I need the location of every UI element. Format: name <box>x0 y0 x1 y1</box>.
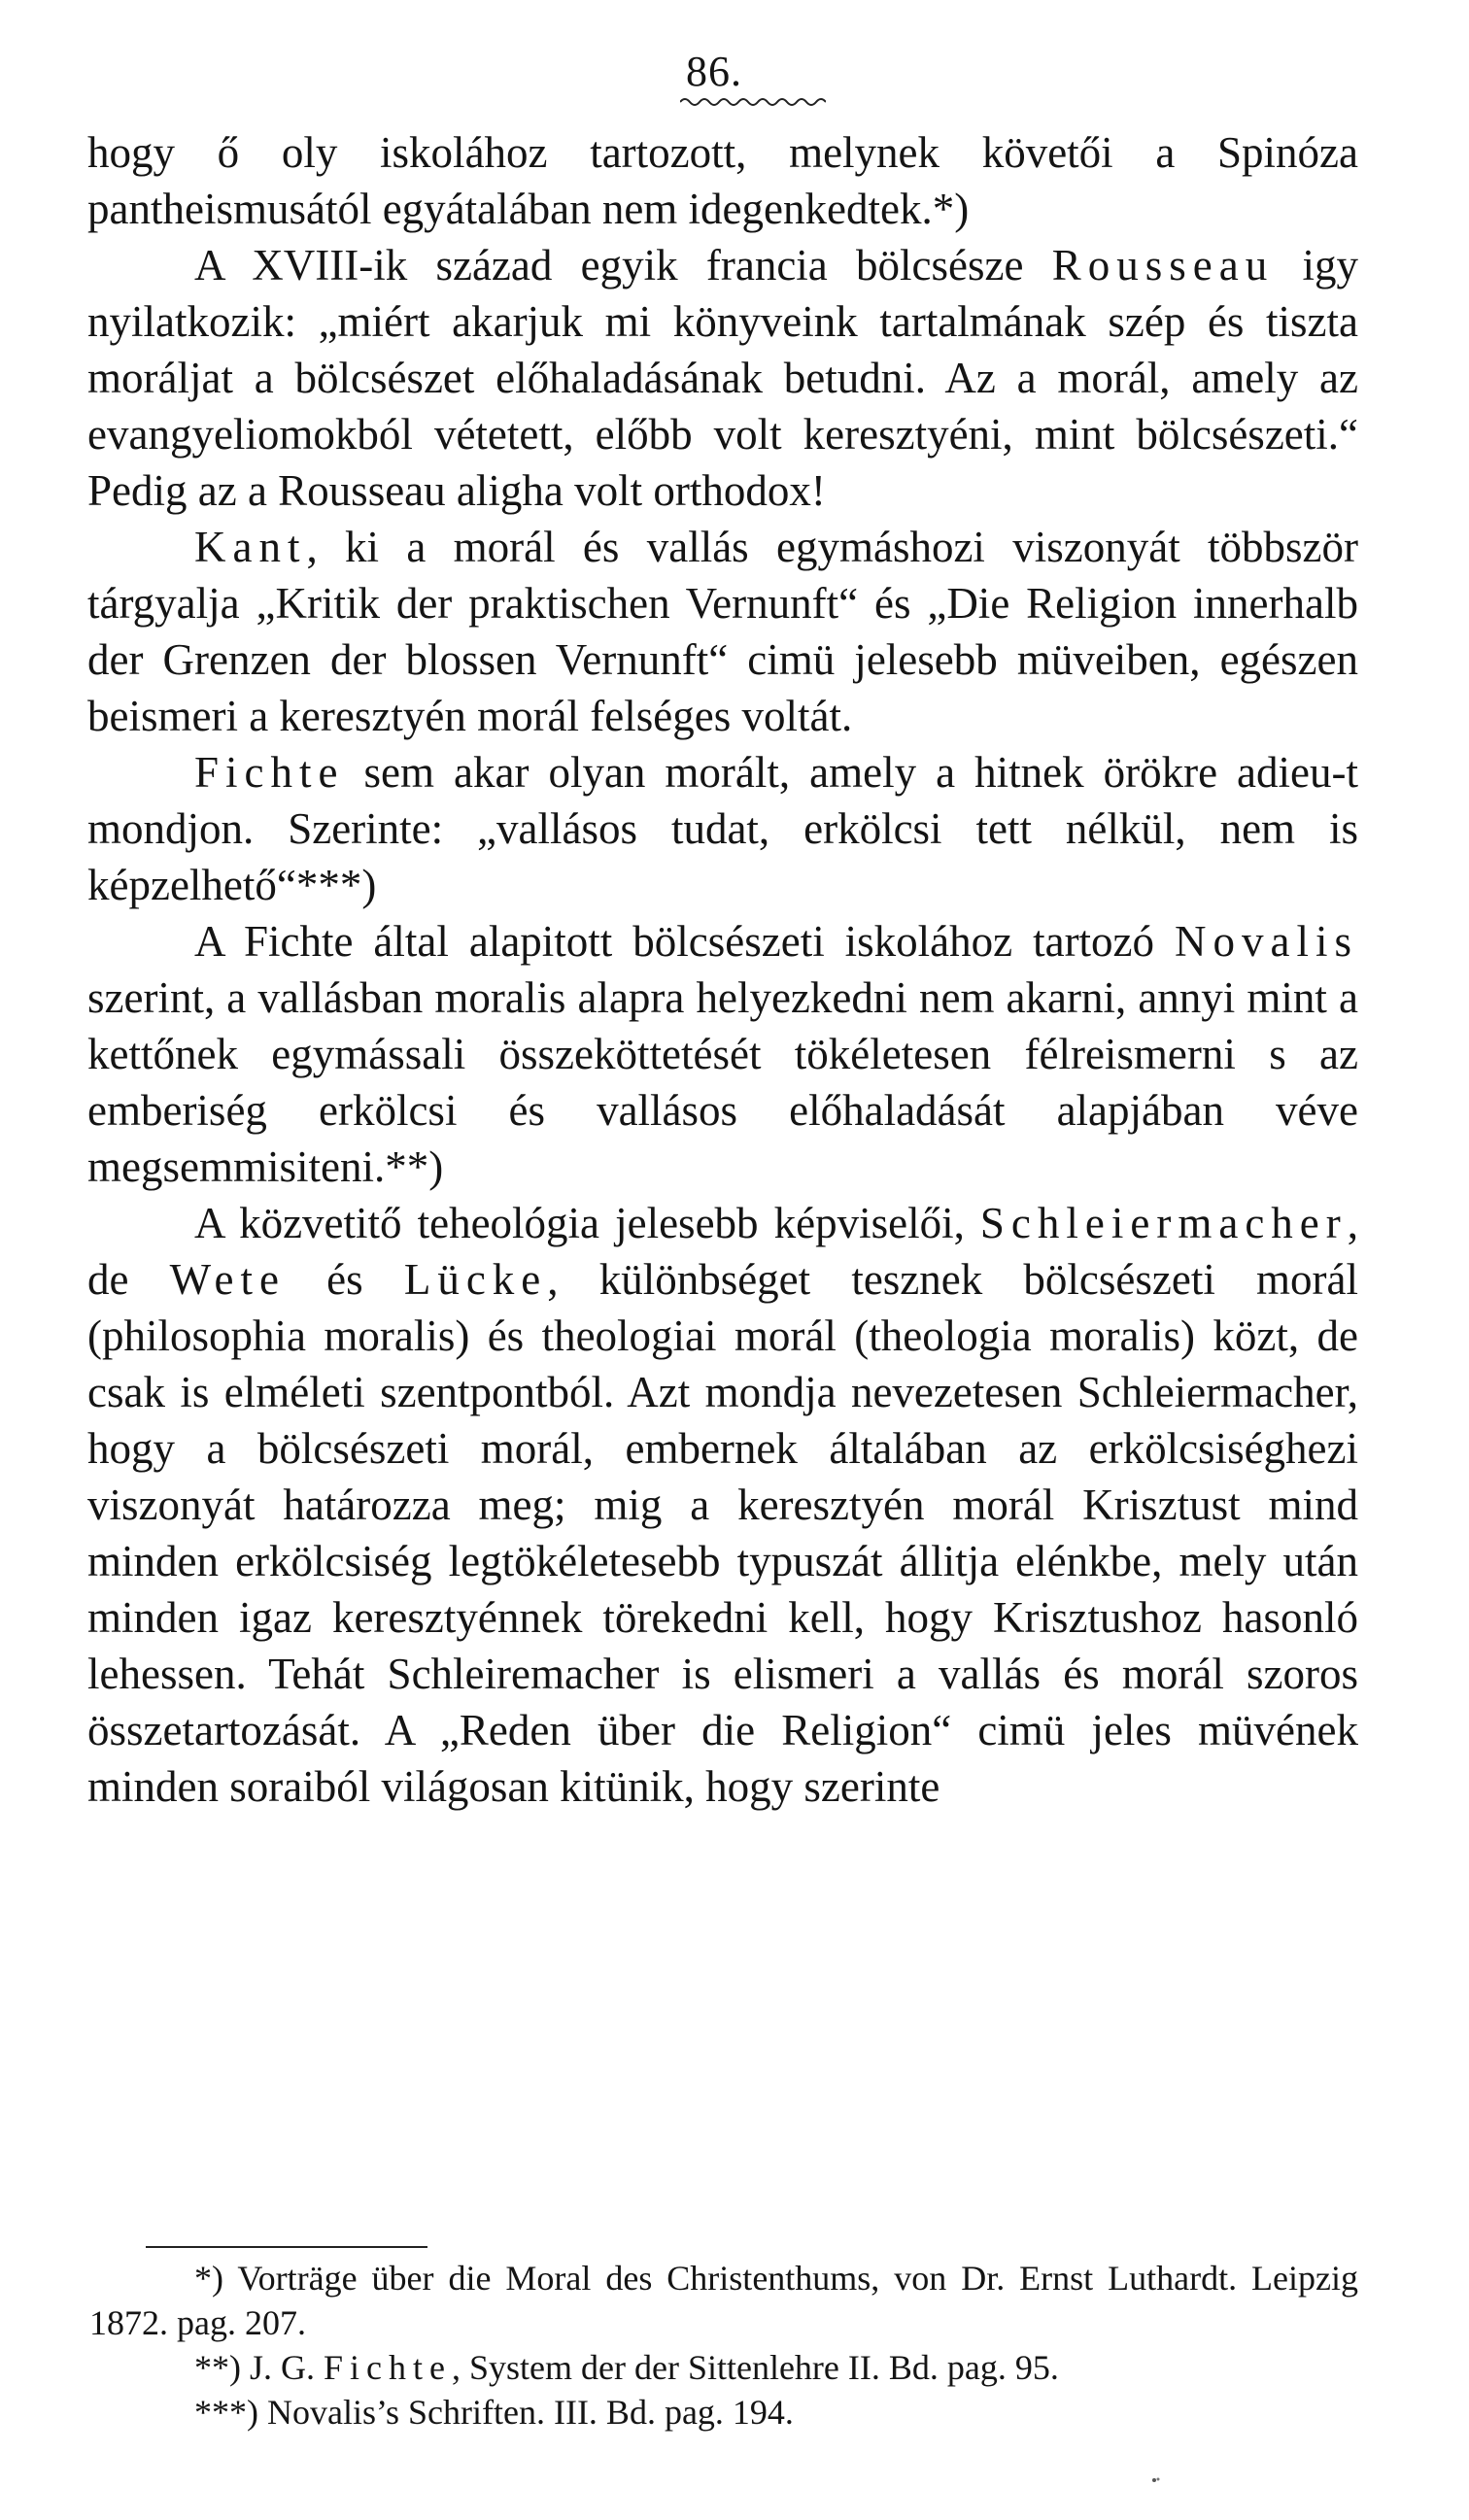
spaced-name-fichte: Fichte <box>324 2348 452 2387</box>
footnote-3 <box>89 2390 1358 2435</box>
paragraph-text: hogy ő oly iskolához tartozott, melynek követői a Spinóza pantheismusától egyátalában nem idegenkedtek.*) <box>87 128 1358 233</box>
footnote-text: , System der der Sittenlehre II. Bd. pag. 95. <box>452 2348 1059 2387</box>
paragraph-6 <box>87 1195 1358 1815</box>
paragraph-text: igy nyilatkozik: „miért akarjuk mi könyveink tartalmának szép és tiszta moráljat a bölcsészet előhaladásának betudni. Az a morál, amely az evangyeliomokból vétetett, előbb volt keresztyéni, mint bölcsészeti.“ Pedig az a Rousseau aligha volt orthodox! <box>87 241 1358 515</box>
paragraph-text: szerint, a vallásban moralis alapra helyezkedni nem akarni, annyi mint a kettőnek egymássali összeköttetését tökéletesen félreismerni s az emberiség erkölcsi és vallásos előhaladását alapjában véve megsemmisiteni.**) <box>87 973 1358 1191</box>
paragraph-3 <box>87 519 1358 744</box>
paragraph-text: A XVIII-ik század egyik francia bölcsésze <box>194 241 1052 289</box>
paragraph-text: és <box>285 1255 404 1304</box>
footnote-marker: ***) <box>194 2393 258 2432</box>
footnote-marker: **) <box>194 2348 241 2387</box>
spaced-name-schleiermacher: Schleiermacher <box>979 1199 1348 1247</box>
spaced-name-wete: Wete <box>169 1255 286 1304</box>
paragraph-4 <box>87 744 1358 913</box>
footnotes <box>89 2256 1358 2435</box>
footnote-text: Vorträge über die Moral des Christenthums, von Dr. Ernst Luthardt. Leipzig 1872. pag. 207. <box>89 2259 1358 2342</box>
spaced-name-fichte: Fichte <box>194 748 345 797</box>
spaced-name-novalis: Novalis <box>1175 917 1358 966</box>
footnote-marker: *) <box>194 2259 223 2298</box>
paragraph-5 <box>87 913 1358 1195</box>
footnote-1 <box>89 2256 1358 2345</box>
spaced-name-kant: Kant <box>194 523 307 571</box>
page-number: 86. <box>686 48 742 95</box>
footnote-text: J. G. <box>250 2348 325 2387</box>
print-speck-icon <box>1150 2475 1162 2485</box>
wavy-rule-icon <box>680 95 826 109</box>
paragraph-text: sem akar olyan morált, amely a hitnek örökre adieu-t mondjon. Szerinte: „vallásos tudat, erkölcsi tett nélkül, nem is képzelhető“***) <box>87 748 1358 909</box>
paragraph-text: , de <box>87 1199 1358 1304</box>
paragraph-text: , ki a morál és vallás egymáshozi viszonyát többször tárgyalja „Kritik der praktischen Vernunft“ és „Die Religion innerhalb der Grenzen der blossen Vernunft“ cimü jelesebb müveiben, egészen beismeri a keresztyén morál felséges voltát. <box>87 523 1358 740</box>
paragraph-text: , különbséget tesznek bölcsészeti morál (philosophia moralis) és theologiai morál (theologia moralis) közt, de csak is elméleti szentpontból. Azt mondja nevezetesen Schleiermacher, hogy a bölcsészeti morál, embernek általában az erkölcsiséghezi viszonyát határozza meg; mig a keresztyén morál Krisztust mind minden erkölcsiség legtökéletesebb typuszát állitja elénkbe, mely után minden igaz keresztyénnek törekedni kell, hogy Krisztushoz hasonló lehessen. Tehát Schleiremacher is elismeri a vallás és morál szoros összetartozását. A „Reden über die Religion“ cimü jeles müvének minden soraiból világosan kitünik, hogy szerinte <box>87 1255 1358 1811</box>
spaced-name-lucke: Lücke <box>403 1255 548 1304</box>
main-text <box>87 124 1358 1815</box>
spaced-name-rousseau: Rousseau <box>1051 241 1275 289</box>
paragraph-text: A közvetitő teheológia jelesebb képviselői, <box>194 1199 980 1247</box>
paragraph-text: A Fichte által alapitott bölcsészeti iskolához tartozó <box>194 917 1175 966</box>
footnote-2 <box>89 2345 1358 2390</box>
paragraph-2 <box>87 237 1358 519</box>
footnote-divider <box>146 2246 427 2248</box>
paragraph-1 <box>87 124 1358 237</box>
footnote-text: Novalis’s Schriften. III. Bd. pag. 194. <box>267 2393 794 2432</box>
